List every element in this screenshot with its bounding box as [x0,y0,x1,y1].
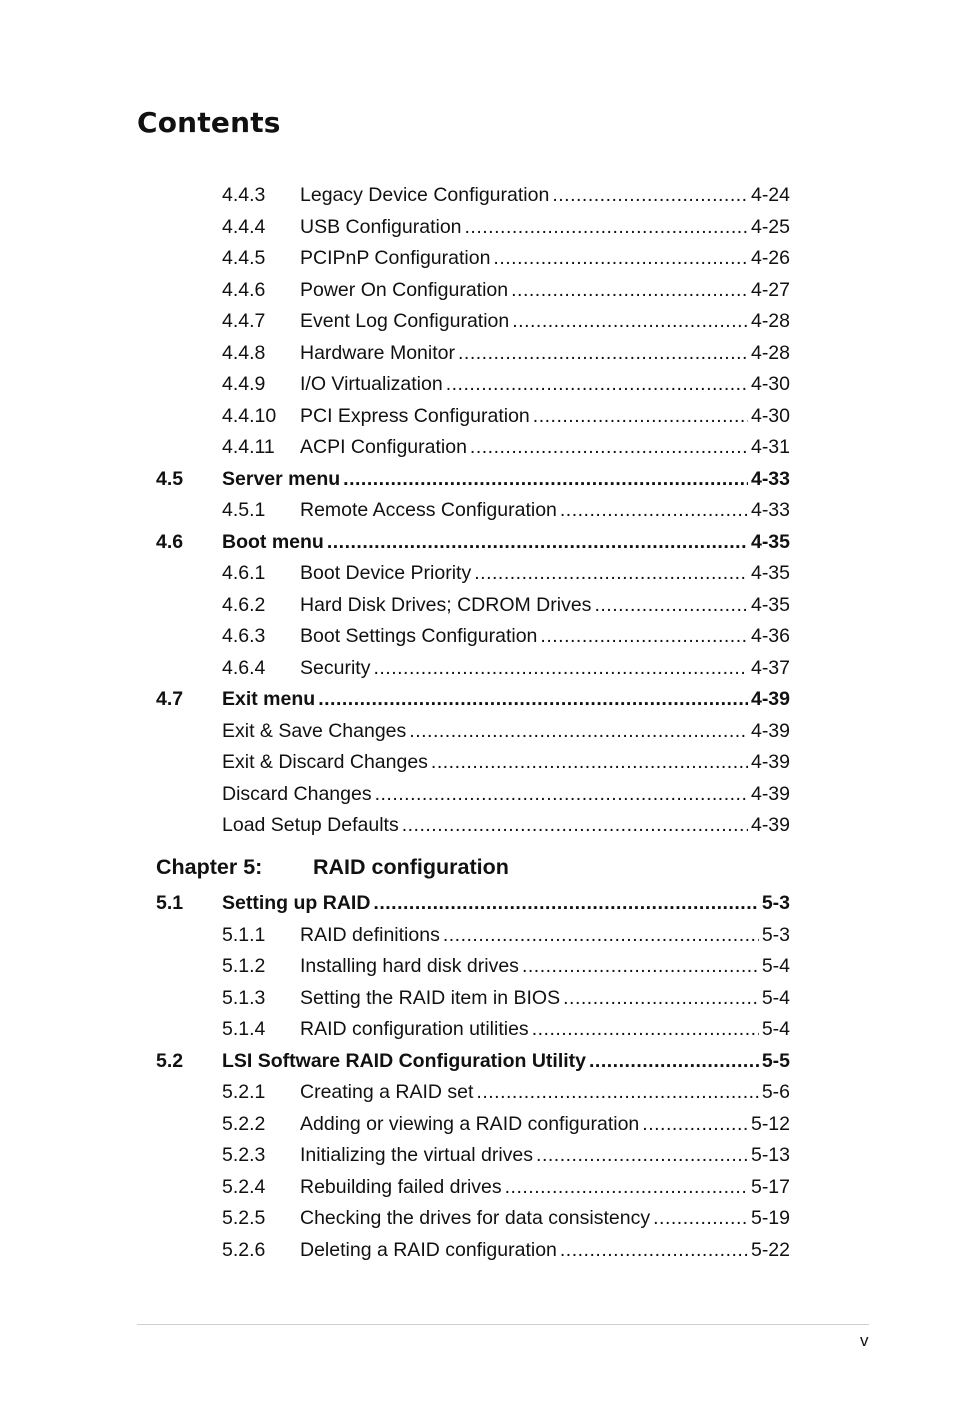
toc-subsection-entry[interactable] [222,276,790,304]
toc-entry-title: Discard Changes [222,782,372,805]
toc-entry-number: 5.1 [156,892,184,914]
toc-dot-leader [474,559,748,587]
toc-entry-title: Hardware Monitor [300,341,455,364]
toc-entry-title: RAID configuration utilities [300,1018,529,1040]
toc-dot-leader [493,244,748,272]
toc-entry-number: 4.4.5 [222,247,266,269]
toc-subsection-entry[interactable] [222,339,790,367]
toc-dot-leader [465,213,748,241]
toc-dot-leader [402,811,748,839]
toc-subsection-entry[interactable] [222,1173,790,1201]
toc-entry-number: 4.4.10 [222,404,277,427]
toc-entry-number: 4.4.7 [222,310,266,332]
toc-dot-leader [458,339,748,367]
toc-entry-number: 4.4.9 [222,373,266,395]
toc-entry-number: 4.6.2 [222,593,266,616]
toc-entry-number: 5.2.1 [222,1081,266,1103]
toc-dot-leader [512,307,748,335]
toc-entry-page: 4-39 [750,751,790,773]
toc-subsection-entry[interactable] [222,1015,790,1043]
toc-entry-number: 4.6 [156,530,184,553]
toc-entry-page: 4-39 [750,688,790,710]
toc-subsection-entry[interactable] [222,717,790,745]
toc-dot-leader [318,685,748,713]
toc-dot-leader [653,1204,748,1232]
toc-section-entry[interactable] [156,889,790,917]
toc-entry-page: 4-33 [750,499,790,521]
toc-entry-number: 4.4.4 [222,215,266,238]
toc-dot-leader [431,748,748,776]
toc-entry-title: Security [300,656,371,679]
toc-entry-number: 4.6.1 [222,562,266,584]
toc-dot-leader [540,622,748,650]
toc-entry-title: Setting the RAID item in BIOS [300,986,561,1009]
toc-dot-leader [536,1141,748,1169]
toc-subsection-entry[interactable] [222,433,790,461]
toc-subsection-entry[interactable] [222,370,790,398]
toc-entry-title: Boot Settings Configuration [300,625,538,647]
page-title: Contents [137,106,281,139]
toc-subsection-entry[interactable] [222,1204,790,1232]
toc-entry-page: 5-19 [750,1207,790,1229]
toc-entry-page: 5-6 [761,1081,790,1103]
toc-entry-title: Remote Access Configuration [300,499,557,521]
toc-entry-page: 4-39 [750,782,790,805]
toc-entry-title: Load Setup Defaults [222,814,399,836]
toc-subsection-entry[interactable] [222,1110,790,1138]
toc-subsection-entry[interactable] [222,1236,790,1264]
toc-dot-leader [560,1236,748,1264]
toc-entry-page: 5-5 [761,1049,790,1072]
toc-dot-leader [594,591,748,619]
chapter-heading [156,855,509,880]
toc-section-entry[interactable] [156,465,790,493]
toc-entry-number: 5.1.1 [222,923,266,946]
toc-dot-leader [522,952,759,980]
toc-entry-number: 4.5 [156,467,184,490]
toc-entry-number: 4.7 [156,688,184,710]
toc-subsection-entry[interactable] [222,213,790,241]
toc-entry-number: 4.5.1 [222,499,266,521]
toc-dot-leader [470,433,748,461]
toc-entry-number: 5.2 [156,1049,184,1072]
toc-entry-number: 5.2.6 [222,1238,266,1261]
toc-entry-title: Exit menu [222,688,316,710]
toc-entry-title: Power On Configuration [300,278,509,301]
toc-entry-title: Boot Device Priority [300,562,472,584]
toc-entry-title: Event Log Configuration [300,310,510,332]
toc-entry-title: Server menu [222,467,341,490]
chapter-label: Chapter 5: [156,855,263,879]
toc-entry-title: Legacy Device Configuration [300,184,550,206]
toc-dot-leader [589,1047,759,1075]
toc-dot-leader [505,1173,748,1201]
toc-dot-leader [552,181,748,209]
toc-entry-page: 4-30 [750,404,790,427]
chapter-title: RAID configuration [313,855,509,879]
toc-entry-page: 4-35 [750,593,790,616]
toc-entry-page: 4-27 [750,278,790,301]
toc-dot-leader [443,921,759,949]
toc-subsection-entry[interactable] [222,244,790,272]
toc-entry-page: 5-4 [761,1018,790,1040]
toc-dot-leader [533,402,748,430]
toc-dot-leader [642,1110,748,1138]
toc-entry-page: 4-33 [750,467,790,490]
toc-subsection-entry[interactable] [222,559,790,587]
toc-entry-title: Exit & Save Changes [222,719,407,742]
toc-entry-number: 5.2.5 [222,1207,266,1229]
toc-subsection-entry[interactable] [222,591,790,619]
toc-dot-leader [511,276,748,304]
toc-subsection-entry[interactable] [222,780,790,808]
toc-subsection-entry[interactable] [222,307,790,335]
toc-entry-title: LSI Software RAID Configuration Utility [222,1049,586,1072]
toc-entry-title: Rebuilding failed drives [300,1175,502,1198]
toc-section-entry[interactable] [156,685,790,713]
footer-divider [137,1324,869,1325]
toc-entry-page: 4-39 [750,814,790,836]
toc-entry-title: Adding or viewing a RAID configuration [300,1112,640,1135]
toc-section-entry[interactable] [156,1047,790,1075]
toc-entry-page: 4-37 [750,656,790,679]
toc-entry-page: 4-25 [750,215,790,238]
toc-entry-number: 4.4.6 [222,278,266,301]
toc-entry-title: Initializing the virtual drives [300,1144,534,1166]
toc-entry-page: 4-30 [750,373,790,395]
toc-dot-leader [446,370,748,398]
toc-entry-number: 5.2.4 [222,1175,266,1198]
toc-entry-title: Creating a RAID set [300,1081,474,1103]
toc-dot-leader [563,984,759,1012]
toc-entry-title: Exit & Discard Changes [222,751,428,773]
toc-entry-page: 5-17 [750,1175,790,1198]
toc-subsection-entry[interactable] [222,402,790,430]
toc-subsection-entry[interactable] [222,181,790,209]
toc-entry-title: I/O Virtualization [300,373,443,395]
toc-dot-leader [327,528,748,556]
toc-entry-title: PCIPnP Configuration [300,247,491,269]
toc-subsection-entry[interactable] [222,811,790,839]
toc-dot-leader [560,496,748,524]
toc-entry-page: 4-24 [750,184,790,206]
toc-entry-title: Setting up RAID [222,892,371,914]
toc-entry-number: 5.2.3 [222,1144,266,1166]
toc-subsection-entry[interactable] [222,1141,790,1169]
toc-entry-page: 4-36 [750,625,790,647]
toc-entry-number: 4.6.4 [222,656,266,679]
toc-entry-page: 4-28 [750,310,790,332]
toc-entry-page: 5-12 [750,1112,790,1135]
toc-dot-leader [373,654,748,682]
toc-dot-leader [343,465,748,493]
toc-entry-page: 4-31 [750,436,790,458]
toc-entry-number: 4.4.8 [222,341,266,364]
toc-subsection-entry[interactable] [222,921,790,949]
toc-entry-page: 5-3 [761,923,790,946]
toc-entry-page: 4-35 [750,530,790,553]
toc-subsection-entry[interactable] [222,1078,790,1106]
toc-dot-leader [532,1015,759,1043]
toc-section-entry[interactable] [156,528,790,556]
toc-subsection-entry[interactable] [222,952,790,980]
toc-entry-page: 5-3 [761,892,790,914]
toc-entry-number: 4.4.3 [222,184,266,206]
toc-entry-number: 5.2.2 [222,1112,266,1135]
toc-dot-leader [375,780,748,808]
toc-entry-page: 4-28 [750,341,790,364]
toc-entry-title: Installing hard disk drives [300,955,519,977]
toc-entry-title: Hard Disk Drives; CDROM Drives [300,593,592,616]
toc-entry-number: 4.4.11 [222,436,275,458]
toc-subsection-entry[interactable] [222,654,790,682]
toc-entry-page: 5-13 [750,1144,790,1166]
toc-entry-title: Checking the drives for data consistency [300,1207,651,1229]
toc-dot-leader [409,717,748,745]
toc-entry-number: 5.1.3 [222,986,266,1009]
toc-subsection-entry[interactable] [222,496,790,524]
toc-entry-title: USB Configuration [300,215,462,238]
toc-entry-number: 5.1.4 [222,1018,266,1040]
toc-entry-page: 5-4 [761,986,790,1009]
toc-entry-title: Deleting a RAID configuration [300,1238,557,1261]
toc-subsection-entry[interactable] [222,622,790,650]
toc-dot-leader [373,889,758,917]
toc-entry-number: 4.6.3 [222,625,266,647]
toc-subsection-entry[interactable] [222,748,790,776]
toc-entry-page: 4-26 [750,247,790,269]
toc-entry-page: 5-22 [750,1238,790,1261]
page-number: v [860,1331,869,1350]
toc-entry-title: Boot menu [222,530,324,553]
toc-entry-title: RAID definitions [300,923,440,946]
toc-subsection-entry[interactable] [222,984,790,1012]
toc-entry-number: 5.1.2 [222,955,266,977]
toc-entry-title: ACPI Configuration [300,436,467,458]
toc-entry-page: 5-4 [761,955,790,977]
toc-entry-page: 4-35 [750,562,790,584]
toc-dot-leader [476,1078,758,1106]
toc-entry-page: 4-39 [750,719,790,742]
toc-entry-title: PCI Express Configuration [300,404,530,427]
